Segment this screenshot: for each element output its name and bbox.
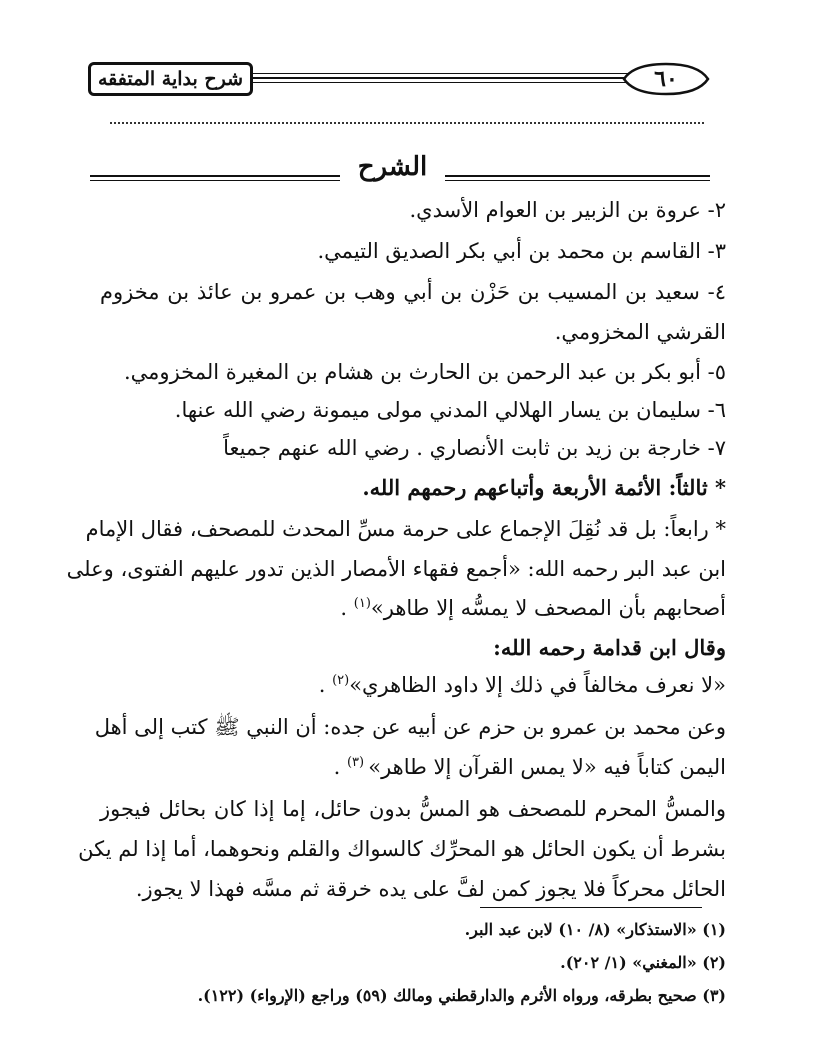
text-line (334, 755, 726, 780)
dotted-separator (110, 122, 704, 124)
footnote: (٣) صحيح بطرقه، ورواه الأثرم والدارقطني ومالك (٥٩) وراجع (الإرواء) (١٢٢). (197, 986, 726, 1005)
footnote: (٢) «المغني» (١/ ٢٠٢). (560, 953, 726, 972)
footnote-ref: (٣) (346, 755, 369, 770)
book-title: شرح بداية المتفقه (88, 62, 253, 96)
text-line: القرشي المخزومي. (554, 320, 726, 344)
text-line: وقال ابن قدامة رحمه الله: (493, 635, 726, 660)
footnote-ref: (٢) (332, 673, 350, 688)
section-rule-right (445, 180, 710, 181)
page-number: ٦٠ (654, 66, 678, 92)
text-line: ٧- خارجة بن زيد بن ثابت الأنصاري . رضي الله عنهم جميعاً (223, 436, 726, 460)
text-segment: أصحابهم بأن المصحف لا يمسُّه إلا طاهر» (370, 596, 726, 620)
text-line: الحائل محركاً فلا يجوز كمن لفَّ على يده خرقة ثم مسَّه فهذا لا يجوز. (135, 877, 726, 901)
footnote: (١) «الاستذكار» (٨/ ١٠) لابن عبد البر. (464, 920, 726, 939)
section-heading (90, 150, 710, 190)
text-line: ابن عبد البر رحمه الله: «أجمع فقهاء الأمصار الذين تدور عليهم الفتوى، وعلى (66, 557, 726, 581)
text-line: ٤- سعيد بن المسيب بن حَزْن بن أبي وهب بن عمرو بن عائذ بن مخزوم (100, 280, 726, 304)
text-segment: . (318, 673, 333, 697)
text-line: بشرط أن يكون الحائل هو المحرِّك كالسواك والقلم ونحوهما، أما إذا لم يكن (78, 837, 726, 861)
footnote-ref: (١) (353, 596, 371, 611)
footnote-rule (480, 907, 702, 908)
section-rule-left (90, 180, 340, 181)
text-line: ٦- سليمان بن يسار الهلالي المدني مولى ميمونة رضي الله عنها. (174, 398, 726, 422)
page-header (88, 58, 718, 100)
text-line: ٢- عروة بن الزبير بن العوام الأسدي. (409, 198, 726, 222)
text-line: * ثالثاً: الأئمة الأربعة وأتباعهم رحمهم الله. (362, 475, 726, 500)
text-line: والمسُّ المحرم للمصحف هو المسُّ بدون حائل، إما إذا كان بحائل فيجوز (100, 797, 726, 821)
section-rule-left (90, 175, 340, 177)
section-title: الشرح (357, 152, 428, 182)
text-line: * رابعاً: بل قد نُقِلَ الإجماع على حرمة مسِّ المحدث للمصحف، فقال الإمام (85, 517, 726, 541)
text-segment: . (340, 596, 354, 620)
text-line: وعن محمد بن عمرو بن حزم عن أبيه عن جده: أن النبي ﷺ كتب إلى أهل (94, 715, 726, 739)
text-line (340, 596, 726, 621)
page-number-badge (620, 60, 712, 98)
text-segment: اليمن كتاباً فيه «لا يمس القرآن إلا طاهر» (368, 755, 726, 779)
text-line: ٣- القاسم بن محمد بن أبي بكر الصديق التيمي. (317, 239, 726, 263)
text-segment: «لا نعرف مخالفاً في ذلك إلا داود الظاهري» (349, 673, 726, 697)
text-line (319, 673, 726, 698)
text-segment: . (333, 755, 347, 779)
text-line: ٥- أبو بكر بن عبد الرحمن بن الحارث بن هشام بن المغيرة المخزومي. (124, 360, 726, 384)
section-rule-right (445, 175, 710, 177)
